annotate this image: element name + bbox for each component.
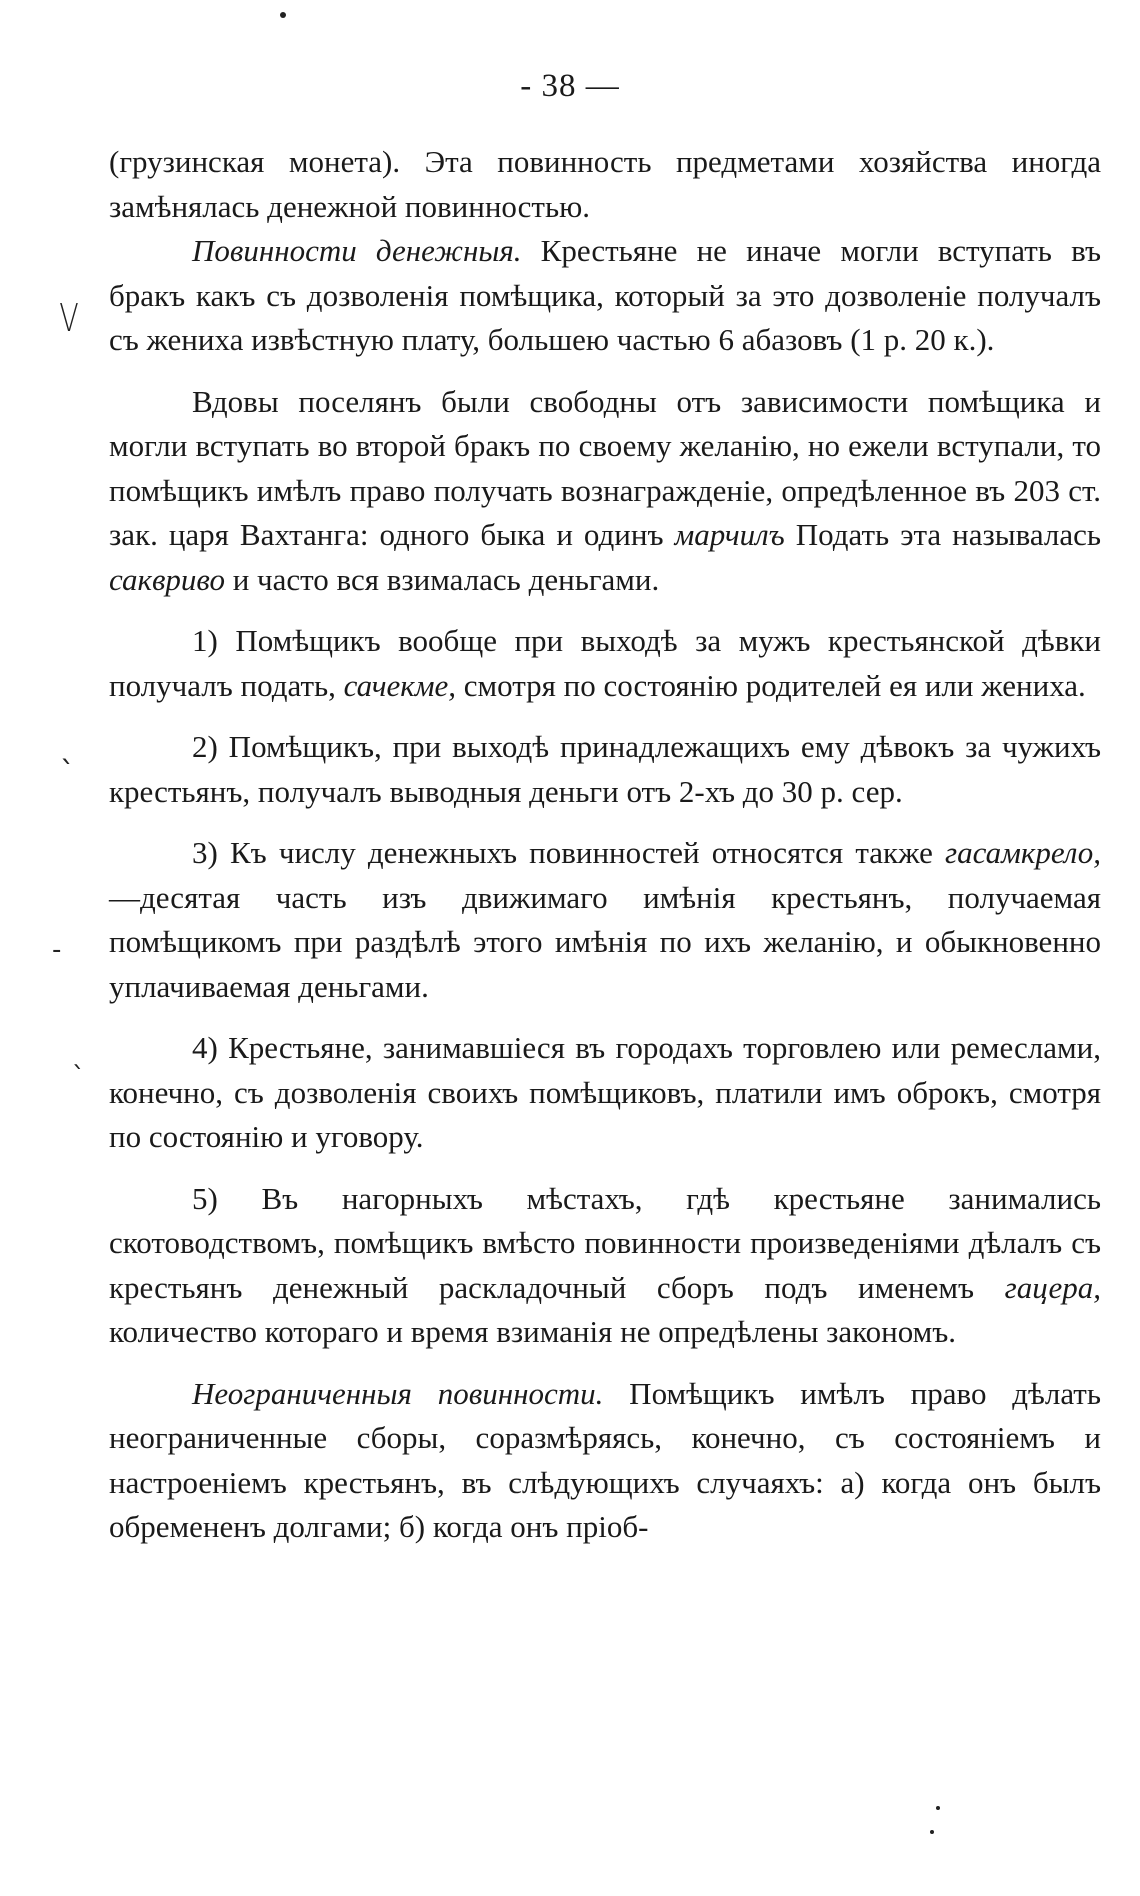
paragraph — [109, 380, 1101, 603]
paragraph — [109, 619, 1101, 708]
text-run: смотря по состоянію родителей ея или жениха. — [456, 667, 1086, 703]
text-run: Подать эта называлась — [784, 517, 1101, 552]
text-run: и часто вся взималась деньгами. — [224, 561, 660, 597]
text-run: Помѣщикъ имѣлъ право дѣлать неограниченные сборы, соразмѣряясь, конечно, съ состояніемъ и настроеніемъ крестьянъ, въ слѣдующихъ случаяхъ: а) когда онъ былъ обремененъ долгами; б) когда онъ пріоб- — [109, 1375, 1101, 1544]
text-run: количество котораго и время взиманія не опредѣлены закономъ. — [109, 1314, 957, 1349]
text-run: 3) Къ числу денежныхъ повинностей относятся также — [192, 835, 946, 870]
text-run: Крестьяне не иначе могли вступать въ бракъ какъ съ дозволенія помѣщика, который за это дозволеніе получалъ съ жениха извѣстную плату, большею частью 6 абазовъ (1 р. 20 к.). — [109, 233, 1101, 357]
margin-tick-mark: ˎ — [72, 1040, 85, 1070]
margin-check-mark: V — [59, 296, 79, 340]
text-run: —десятая часть изъ движимаго имѣнія крестьянъ, получаемая помѣщикомъ при раздѣлѣ этого имѣнія по ихъ желанію, и обыкновенно уплачиваемая деньгами. — [109, 879, 1101, 1004]
ink-speck — [936, 1806, 940, 1810]
italic-text: Неограниченныя повинности. — [192, 1375, 604, 1411]
body-text — [109, 140, 1101, 1550]
paragraph — [109, 1177, 1101, 1355]
text-run: 5) Въ нагорныхъ мѣстахъ, гдѣ крестьяне занимались скотоводствомъ, помѣщикъ вмѣсто повинности произведеніями дѣлалъ съ крестьянъ денежный раскладочный сборъ подъ именемъ — [109, 1180, 1101, 1305]
italic-text: саквриво — [109, 561, 225, 597]
italic-text: Повинности денежныя. — [192, 233, 522, 268]
italic-text: сачекме, — [343, 667, 457, 703]
ink-speck — [280, 12, 286, 18]
paragraph — [109, 831, 1101, 1009]
page-number: - 38 — — [520, 68, 620, 104]
text-run: Вдовы поселянъ были свободны отъ зависимости помѣщика и могли вступать во второй бракъ по своему желанію, но ежели вступали, то помѣщикъ имѣлъ право получать вознагражденіе, опредѣленное въ 203 ст. зак. царя Вахтанга: одного быка и одинъ — [109, 383, 1101, 552]
italic-text: гасамкрело, — [945, 835, 1101, 870]
paragraph — [109, 1372, 1101, 1550]
italic-text: гацера, — [1004, 1269, 1101, 1305]
paragraph — [109, 1026, 1101, 1160]
text-run: 2) Помѣщикъ, при выходѣ принадлежащихъ ему дѣвокъ за чужихъ крестьянъ, получалъ выводныя деньги отъ 2-хъ до 30 р. сер. — [109, 729, 1101, 809]
italic-text: марчилъ — [674, 517, 785, 552]
margin-tick-mark: ˎ — [60, 730, 75, 765]
text-run: (грузинская монета). Эта повинность предметами хозяйства иногда замѣнялась денежной повинностью. — [109, 144, 1101, 224]
paragraph — [109, 725, 1101, 814]
margin-dash-mark: - — [52, 935, 62, 965]
paragraph — [109, 140, 1101, 229]
paragraph — [109, 229, 1101, 363]
ink-speck — [930, 1830, 934, 1834]
text-run: 4) Крестьяне, занимавшіеся въ городахъ торговлею или ремеслами, конечно, съ дозволенія своихъ помѣщиковъ, платили имъ оброкъ, смотря по состоянію и уговору. — [109, 1030, 1101, 1154]
text-run: 1) Помѣщикъ вообще при выходѣ за мужъ крестьянской дѣвки получалъ подать, — [109, 623, 1101, 703]
